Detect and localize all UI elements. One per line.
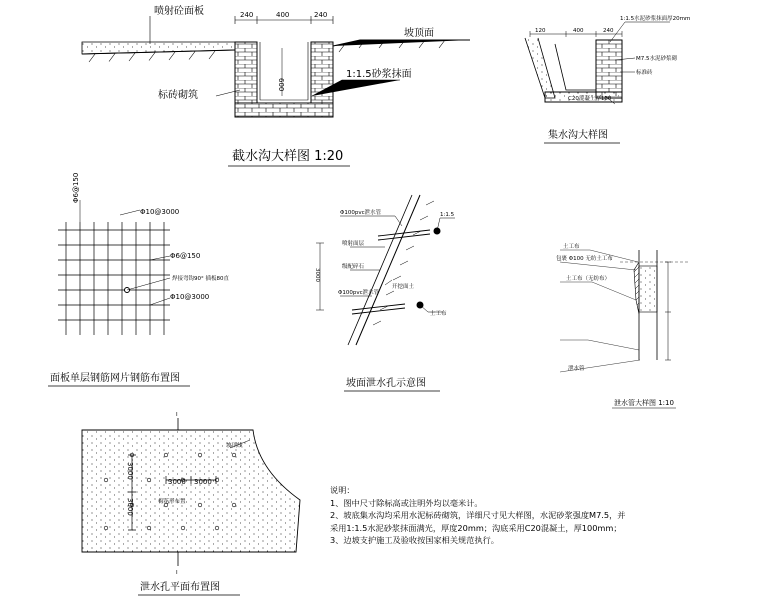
drain-pipe-detail <box>556 242 690 408</box>
drain-label-filter: 级配碎石 <box>342 264 365 270</box>
sump-note-2: M7.5水泥砂浆砌 <box>636 56 677 62</box>
notes-item-4: 3、边坡支护施工及验收按国家相关规范执行。 <box>330 535 499 546</box>
label-mortar: 1:1.5砂浆抹面 <box>346 69 412 80</box>
sump-slope-wall <box>525 38 555 98</box>
plan-dim-h2: 3000 <box>194 478 212 486</box>
dim-240-right: 240 <box>314 11 328 19</box>
channel-lining <box>257 42 311 103</box>
rebar-label-top: Φ10@3000 <box>140 208 180 216</box>
label-brick: 标砖砌筑 <box>158 90 198 101</box>
plan-dim-h1: 3000 <box>168 478 186 486</box>
label-slope-top: 坡顶面 <box>404 28 434 39</box>
rebar-label-hook: 焊接弯钩90° 插板80直 <box>172 276 229 282</box>
title-rebar-mesh: 面板单层钢筋网片钢筋布置图 <box>50 373 180 384</box>
title-gutter-detail: 截水沟大样图 1:20 <box>232 149 344 164</box>
title-slope-drain: 坡面泄水孔示意图 <box>346 378 426 389</box>
pipe-filter-block <box>639 266 657 312</box>
title-drain-plan: 泄水孔平面布置图 <box>140 582 220 593</box>
drain-label-geotextile: 土工布 <box>430 311 447 317</box>
pipe-label-4: 泄水管 <box>568 366 585 372</box>
drain-plan-layout <box>82 412 300 595</box>
label-shotcrete: 喷射砼面板 <box>154 6 204 17</box>
drain-label-ratio: 1:1.5 <box>440 212 455 218</box>
general-notes <box>330 484 660 547</box>
sump-note-1: 1:1.5水泥砂浆抹面厚20mm <box>620 16 691 22</box>
notes-item-3: 采用1:1.5水泥砂浆抹面满光，厚度20mm；沟底采用C20混凝土，厚100mm； <box>330 522 622 533</box>
brick-base <box>235 103 333 117</box>
rebar-label-vert: Φ6@150 <box>72 172 80 203</box>
sump-dim-400: 400 <box>573 28 584 34</box>
dim-240-left: 240 <box>240 11 254 19</box>
plan-dim-v1: 3000 <box>126 462 134 480</box>
sump-note-4: C20混凝土厚100 <box>568 96 612 102</box>
drain-label-plane: 喷射面层 <box>342 241 365 247</box>
slope-drain-diagram <box>314 195 455 391</box>
gutter-detail-drawing <box>82 4 470 166</box>
plan-cut-bottom: I <box>176 570 178 576</box>
plan-cut-top: I <box>176 412 178 418</box>
sump-lining <box>555 44 596 90</box>
title-sump-detail: 集水沟大样图 <box>548 130 608 141</box>
title-pipe-detail: 泄水管大样图 1:10 <box>614 399 674 407</box>
pipe-label-3: 土工布（无纺布） <box>566 276 611 282</box>
pipe-label-1: 土工布 <box>563 244 580 250</box>
sump-note-3: 标准砖 <box>636 70 653 76</box>
plan-note: 梅花形布置 <box>158 499 186 505</box>
plan-edge-label: 坡顶线 <box>226 443 243 449</box>
sump-dim-240: 240 <box>603 28 614 34</box>
rebar-label-right: Φ6@150 <box>170 252 201 260</box>
pipe-dim <box>665 262 671 360</box>
sump-dim-120: 120 <box>535 28 546 34</box>
notes-heading: 说明： <box>330 485 355 495</box>
sump-brick-wall <box>596 40 622 98</box>
rebar-mesh-grid <box>58 222 170 335</box>
rebar-mesh-drawing <box>48 173 229 386</box>
dim-400: 400 <box>276 11 290 19</box>
drain-dim-3000: 3000 <box>314 268 320 282</box>
rebar-label-bottom: Φ10@3000 <box>170 293 210 301</box>
drain-label-pipe-bottom: Φ100pvc泄水管 <box>338 290 380 296</box>
drain-label-fill: 开挖面土 <box>392 284 415 290</box>
plan-area <box>82 430 300 552</box>
pipe-label-2: 包裹 Φ100 无纺土工布 <box>556 256 613 262</box>
plan-dim-v2: 3000 <box>126 498 134 516</box>
notes-item-2: 2、坡底集水沟均采用水泥标砖砌筑，详细尺寸见大样图，水泥砂浆强度M7.5，并 <box>330 510 626 521</box>
pipe-leaders <box>560 250 640 372</box>
dim-depth-600: 600 <box>277 78 285 92</box>
notes-item-1: 1、图中尺寸除标高或注明外均以毫米计。 <box>330 497 483 508</box>
sump-detail-drawing <box>525 14 690 143</box>
drain-pipe-lower <box>352 304 405 314</box>
drain-label-pipe-top: Φ100pvc泄水管 <box>340 210 382 216</box>
